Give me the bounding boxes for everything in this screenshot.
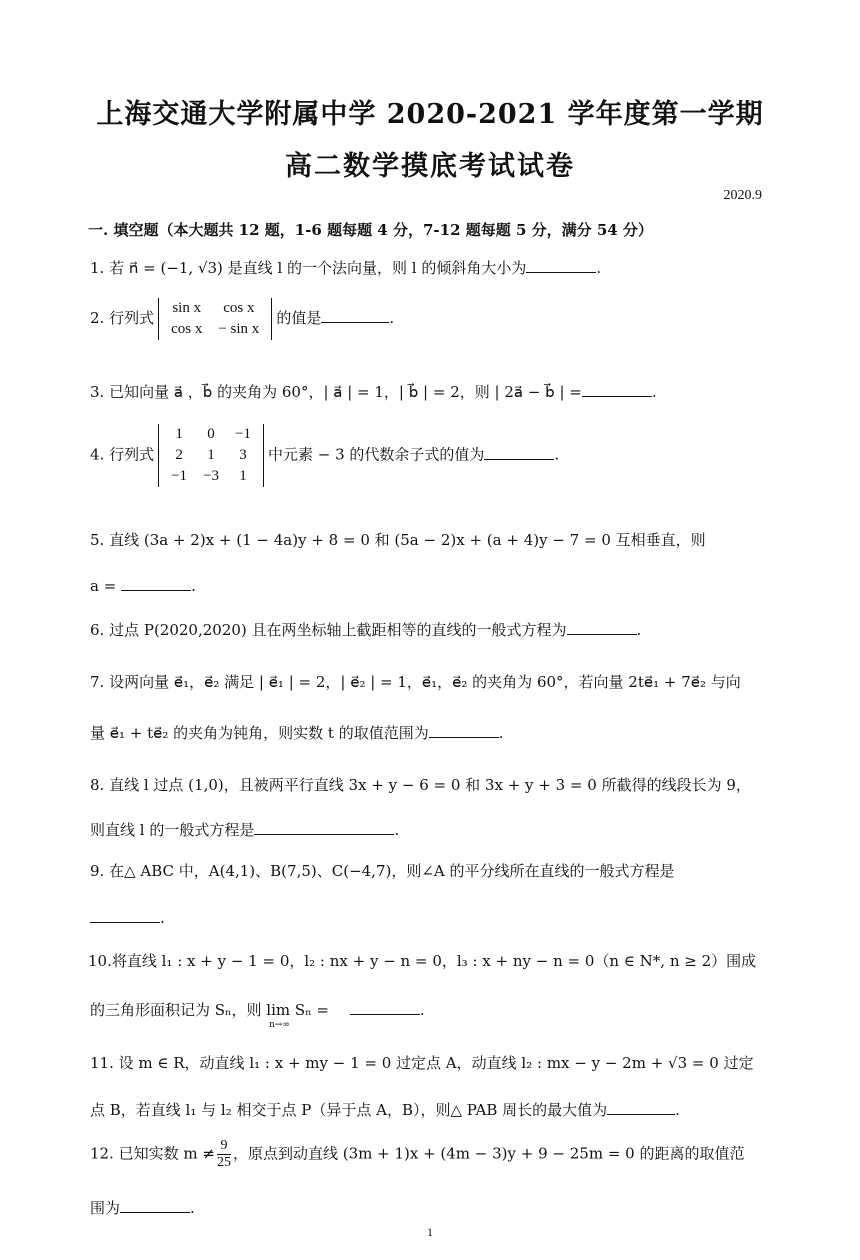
question-12-prefix: 12. 已知实数 m ≠ xyxy=(90,1144,215,1163)
question-5-var: a = xyxy=(90,577,117,595)
section-heading: 一. 填空题（本大题共 12 题，1-6 题每题 4 分，7-12 题每题 5 分，满分 54 分） xyxy=(88,221,653,239)
det-cell: 1 xyxy=(207,447,215,463)
det-cell: sin x xyxy=(172,300,202,316)
answer-blank xyxy=(484,445,554,460)
det-cell: 2 xyxy=(175,447,183,463)
exam-title-subject: 高二数学摸底考试试卷 xyxy=(285,151,575,182)
question-9-line-2: . xyxy=(90,908,165,928)
answer-blank xyxy=(567,620,637,635)
exam-date: 2020.9 xyxy=(723,188,762,203)
question-4-suffix: 中元素 − 3 的代数余子式的值为 xyxy=(268,445,485,464)
question-3-text: 3. 已知向量 a⃗ ，b⃗ 的夹角为 60°，| a⃗ | = 1，| b⃗ | = 2，则 | 2a⃗ − b⃗ | = xyxy=(90,383,582,401)
question-11-line-2: 点 B，若直线 l₁ 与 l₂ 相交于点 P（异于点 A，B），则△ PAB 周长的最大值为 . xyxy=(90,1101,680,1119)
determinant-3x3 xyxy=(158,424,264,487)
question-1: 1. 若 n⃗ = (−1, √3) 是直线 l 的一个法向量，则 l 的倾斜角大小为 . xyxy=(90,259,602,277)
question-12-suffix: ，原点到动直线 (3m + 1)x + (4m − 3)y + 9 − 25m = 0 的距离的取值范 xyxy=(232,1144,745,1163)
answer-blank xyxy=(120,1198,190,1213)
question-11-text: 点 B，若直线 l₁ 与 l₂ 相交于点 P（异于点 A，B），则△ PAB 周长的最大值为 xyxy=(90,1101,608,1119)
question-7-line-1: 7. 设两向量 e⃗₁，e⃗₂ 满足 | e⃗₁ | = 2，| e⃗₂ | = 1，e⃗₁，e⃗₂ 的夹角为 60°，若向量 2te⃗₁ + 7e⃗₂ 与向 xyxy=(90,673,741,691)
question-4-prefix: 4. 行列式 xyxy=(90,445,155,464)
question-5-line-1: 5. 直线 (3a + 2)x + (1 − 4a)y + 8 = 0 和 (5a − 2)x + (a + 4)y − 7 = 0 互相垂直，则 xyxy=(90,531,706,549)
limit-subscript: n→∞ xyxy=(269,1020,290,1030)
det-cell: −1 xyxy=(171,468,188,484)
question-8-text: 则直线 l 的一般式方程是 xyxy=(90,821,255,839)
question-4: 4. 行列式 1 0 −1 2 1 3 −1 −3 1 中元素 − 3 的代数余子式的值为 . xyxy=(90,424,559,487)
answer-blank xyxy=(90,908,160,923)
question-7-text: 量 e⃗₁ + te⃗₂ 的夹角为钝角，则实数 t 的取值范围为 xyxy=(90,724,429,742)
answer-blank xyxy=(321,308,389,323)
answer-blank xyxy=(121,576,191,591)
fraction-numerator: 9 xyxy=(217,1138,231,1155)
det-cell: cos x xyxy=(171,321,203,337)
det-cell: 1 xyxy=(175,426,183,442)
answer-blank xyxy=(526,258,596,273)
answer-blank xyxy=(582,382,652,397)
answer-blank xyxy=(254,820,394,835)
question-12-line-1 xyxy=(90,1138,744,1171)
question-2-prefix: 2. 行列式 xyxy=(90,309,155,327)
det-cell: −3 xyxy=(203,468,220,484)
question-8-line-2: 则直线 l 的一般式方程是 . xyxy=(90,821,400,839)
question-3: 3. 已知向量 a⃗ ，b⃗ 的夹角为 60°，| a⃗ | = 1，| b⃗ | = 2，则 | 2a⃗ − b⃗ | = . xyxy=(90,383,657,401)
question-2: 2. 行列式 sin x cos x cos x − sin x 的值是 . xyxy=(90,298,394,340)
question-10-line-1: 10.将直线 l₁ : x + y − 1 = 0，l₂ : nx + y − n = 0，l₃ : x + ny − n = 0（n ∈ N*, n ≥ 2）围成 xyxy=(88,952,757,970)
question-10-text: 的三角形面积记为 Sₙ，则 lim Sₙ = xyxy=(90,1001,329,1019)
question-5-line-2: a = . xyxy=(90,577,196,595)
page-number: 1 xyxy=(427,1225,433,1239)
det-cell: 0 xyxy=(207,426,215,442)
answer-blank xyxy=(607,1100,675,1115)
det-cell: − sin x xyxy=(218,321,260,337)
question-2-suffix: 的值是 xyxy=(276,309,322,327)
question-7-line-2: 量 e⃗₁ + te⃗₂ 的夹角为钝角，则实数 t 的取值范围为 . xyxy=(90,724,504,742)
determinant-2x2 xyxy=(158,298,272,340)
det-cell: −1 xyxy=(235,426,251,442)
answer-blank xyxy=(429,723,499,738)
question-9-line-1: 9. 在△ ABC 中，A(4,1)、B(7,5)、C(−4,7)，则∠A 的平分线所在直线的一般式方程是 xyxy=(90,862,675,880)
det-cell: cos x xyxy=(223,300,255,316)
question-6-text: 6. 过点 P(2020,2020) 且在两坐标轴上截距相等的直线的一般式方程为 xyxy=(90,621,567,639)
det-cell: 1 xyxy=(239,468,247,484)
question-10-line-2: 的三角形面积记为 Sₙ，则 $\lim S_n =_{n\to\infty}$. xyxy=(90,1001,425,1030)
question-6: 6. 过点 P(2020,2020) 且在两坐标轴上截距相等的直线的一般式方程为 . xyxy=(90,621,642,639)
answer-blank xyxy=(350,1000,420,1015)
question-8-line-1: 8. 直线 l 过点 (1,0)，且被两平行直线 3x + y − 6 = 0 和 3x + y + 3 = 0 所截得的线段长为 9， xyxy=(90,776,751,794)
fraction xyxy=(217,1138,231,1171)
question-1-text: 1. 若 n⃗ = (−1, √3) 是直线 l 的一个法向量，则 l 的倾斜角大小为 xyxy=(90,259,527,277)
question-12-line-2: 围为 . xyxy=(90,1199,195,1217)
question-12-text: 围为 xyxy=(90,1199,121,1217)
fraction-denominator: 25 xyxy=(216,1155,231,1170)
det-cell: 3 xyxy=(239,447,247,463)
exam-title-school: 上海交通大学附属中学 2020-2021 学年度第一学期 xyxy=(96,99,764,130)
question-11-line-1: 11. 设 m ∈ R，动直线 l₁ : x + my − 1 = 0 过定点 A，动直线 l₂ : mx − y − 2m + √3 = 0 过定 xyxy=(90,1054,754,1072)
